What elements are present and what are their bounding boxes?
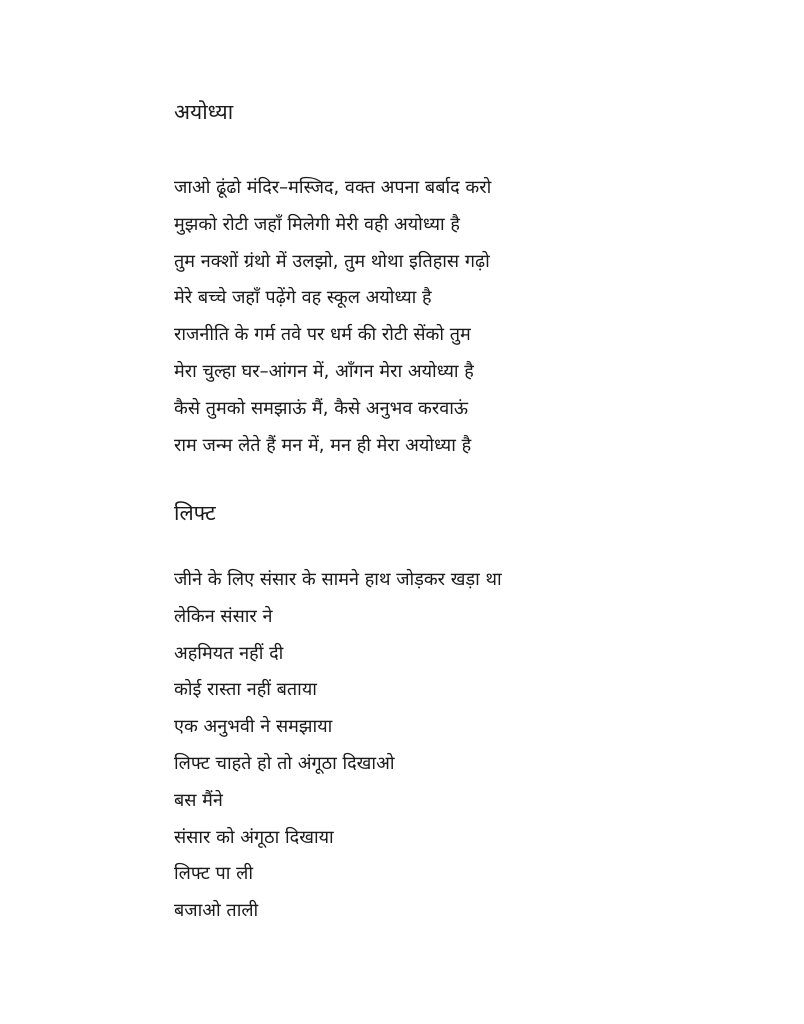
poem-line: जीने के लिए संसार के सामने हाथ जोड़कर खड़ा था — [174, 569, 502, 590]
poem-ayodhya — [174, 96, 774, 464]
poem-line: राजनीति के गर्म तवे पर धर्म की रोटी सेंको तुम — [174, 324, 471, 346]
poem-line: मेरा चुल्हा घर–आंगन में, आँगन मेरा अयोध्या है — [174, 360, 474, 382]
poem-line: लिफ्ट चाहते हो तो अंगूठा दिखाओ — [174, 752, 395, 774]
poem-line: तुम नक्शों ग्रंथो में उलझो, तुम थोथा इतिहास गढ़ो — [174, 250, 490, 272]
poem-lift — [174, 497, 774, 930]
poem-lines — [174, 170, 774, 464]
poem-line: लेकिन संसार ने — [174, 605, 273, 627]
poem-line: कैसे तुमको समझाऊं मैं, कैसे अनुभव करवाऊं — [174, 397, 469, 419]
poem-line: बजाओ ताली — [174, 900, 259, 922]
poem-line: राम जन्म लेते हैं मन में, मन ही मेरा अयोध्या है — [174, 434, 472, 456]
poem-lines — [174, 562, 774, 930]
poem-line: बस मैंने — [174, 789, 223, 811]
poem-title: लिफ्ट — [174, 501, 216, 525]
poem-line: कोई रास्ता नहीं बताया — [174, 679, 317, 701]
poem-line: अहमियत नहीं दी — [174, 642, 284, 664]
poem-line: संसार को अंगूठा दिखाया — [174, 826, 334, 848]
poem-title: अयोध्या — [174, 100, 234, 124]
poem-line: मेरे बच्चे जहाँ पढ़ेंगे वह स्कूल अयोध्या है — [174, 287, 432, 309]
poem-line: जाओ ढूंढो मंदिर–मस्जिद, वक्त अपना बर्बाद करो — [174, 177, 492, 198]
poem-line: लिफ्ट पा ली — [174, 863, 253, 885]
poem-line: मुझको रोटी जहाँ मिलेगी मेरी वही अयोध्या है — [174, 213, 460, 235]
poem-line: एक अनुभवी ने समझाया — [174, 716, 333, 738]
